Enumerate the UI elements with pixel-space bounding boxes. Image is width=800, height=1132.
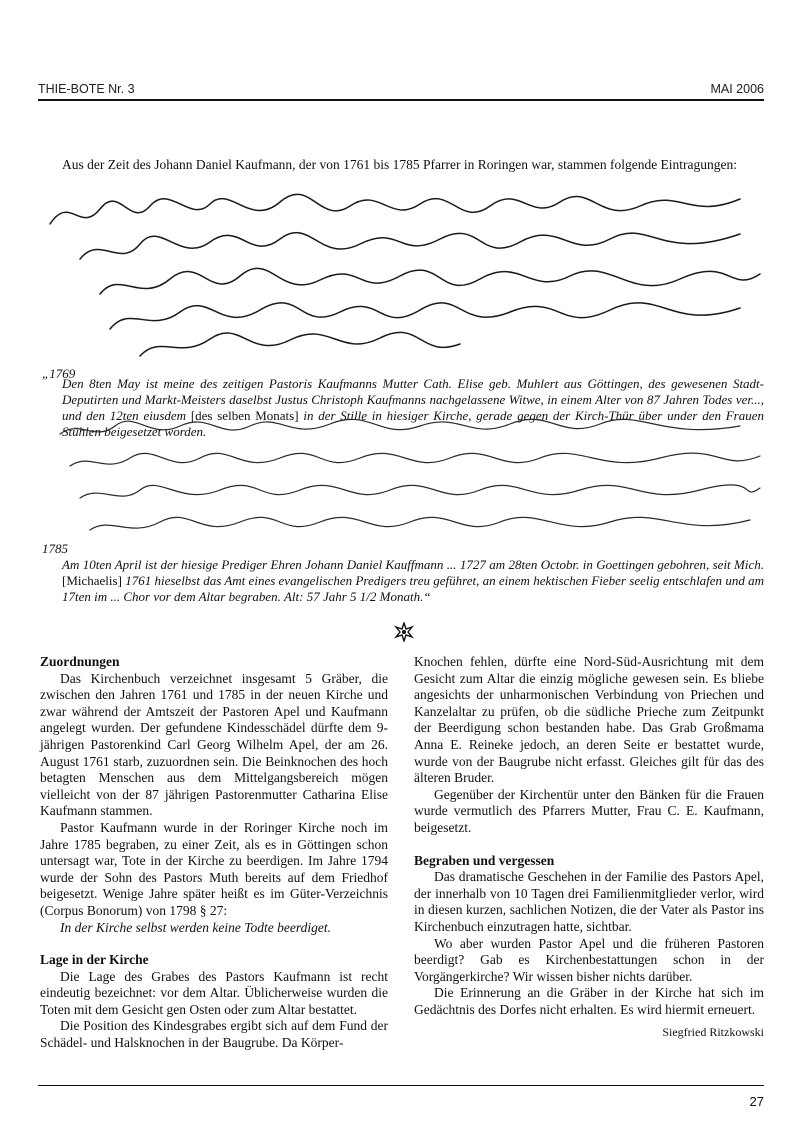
- article-column-right: [414, 654, 764, 1041]
- paragraph: Pastor Kaufmann wurde in der Roringer Kirche noch im Jahre 1785 begraben, zu einer Zeit, als es in Göttingen schon untersagt war, Tote in der Kirche zu beerdigen. Im Jahre 1794 wurde der Sohn des Pastors Muth bereits auf dem Friedhof beigesetzt. Wenige Jahre später heißt es im Güter-Verzeichnis (Corpus Bonorum) von 1798 § 27:: [40, 819, 388, 918]
- transcription-1785-editor-note: [Michaelis]: [62, 573, 122, 588]
- issue-date: MAI 2006: [710, 82, 764, 96]
- entry-year-1769: „1769: [42, 366, 76, 381]
- section-divider-star-icon: [394, 622, 414, 642]
- transcription-1769-part-a: Den 8ten May ist meine des zeitigen Pastoris Kaufmanns Mutter Cath. Elise geb. Muhlert aus Göttingen, des gewesenen Stadt-Deputirten und Markt-Meisters daselbst Justus Christoph Kaufmanns nachgelassene Witwe, in einem Alter von 87 Jahren Todes ver..., und den 12ten eiusdem: [62, 376, 764, 423]
- paragraph: Knochen fehlen, dürfte eine Nord-Süd-Ausrichtung mit dem Gesicht zum Altar die einzig mögliche gewesen sein. Es bliebe angesichts der unharmonischen Verbindung von Priechen und Kanzelaltar zu prüfen, ob die südliche Prieche zum Zeitpunkt der Beerdigung schon bestanden habe. Das Grab Großmama Anna E. Reineke jedoch, an deren Seite er bestattet wurde, wurde von der Baugrube nicht erfasst. Gleiches gilt für das des älteren Bruder.: [414, 654, 764, 786]
- handwritten-entry-1785-image: [40, 414, 770, 544]
- intro-paragraph: Aus der Zeit des Johann Daniel Kaufmann, der von 1761 bis 1785 Pfarrer in Roringen war, stammen folgende Eintragungen:: [62, 157, 738, 172]
- paragraph: Die Erinnerung an die Gräber in der Kirche hat sich im Gedächtnis des Dorfes nicht erhalten. Es wird hiermit erneuert.: [414, 985, 764, 1017]
- transcription-1785-part-b: 1761 hieselbst das Amt eines evangelischen Predigers treu geführet, an einem hektischen Fieber seelig entschlafen und am 17ten im ... Chor vor dem Altar begraben. Alt: 57 Jahr 5 1/2 Monath.“: [62, 573, 764, 604]
- page-number: 27: [749, 1094, 764, 1109]
- transcription-1769-part-b: in der Stille in hiesiger Kirche, gerade gegen der Kirch-Thür über under den Frauen Stühlen beigesetzet worden.: [62, 408, 764, 439]
- header-rule: [38, 99, 764, 101]
- quote-corpus-bonorum: In der Kirche selbst werden keine Todte beerdiget.: [60, 919, 331, 935]
- transcription-1769-editor-note: [des selben Monats]: [190, 408, 299, 423]
- paragraph: Das dramatische Geschehen in der Familie des Pastors Apel, der innerhalb von 10 Tagen drei Familienmitglieder verlor, wird in diesen kurzen, sachlichen Notizen, die der Vater als Pastor ins Kirchenbuch einzutragen hatte, sichtbar.: [414, 869, 764, 934]
- paragraph: Die Position des Kindesgrabes ergibt sich auf dem Fund der Schädel- und Halsknochen in der Baugrube. Da Körper-: [40, 1018, 388, 1051]
- article-column-left: [40, 654, 388, 1052]
- paragraph: Wo aber wurden Pastor Apel und die früheren Pastoren beerdigt? Gab es Kirchenbestattungen schon in der Vorgängerkirche? Wir wissen bisher nichts darüber.: [414, 935, 764, 984]
- transcription-1785: [62, 557, 764, 605]
- publication-title: THIE-BOTE Nr. 3: [38, 82, 135, 96]
- transcription-1785-part-a: Am 10ten April ist der hiesige Prediger Ehren Johann Daniel Kauffmann ... 1727 am 28ten Octobr. in Goettingen gebohren, seit Mich.: [62, 557, 764, 572]
- heading-zuordnungen: Zuordnungen: [40, 654, 120, 669]
- paragraph: Die Lage des Grabes des Pastors Kaufmann ist recht eindeutig bezeichnet: vor dem Altar. Üblicherweise wurden die Toten mit dem Gesicht gen Osten oder zum Altar bestattet.: [40, 968, 388, 1017]
- footer-rule: [38, 1085, 764, 1086]
- author-signature: Siegfried Ritzkowski: [662, 1025, 764, 1040]
- handwritten-entry-1769-image: [40, 184, 770, 360]
- paragraph: Gegenüber der Kirchentür unter den Bänken für die Frauen wurde vermutlich des Pfarrers Mutter, Frau C. E. Kaufmann, beigesetzt.: [414, 786, 764, 835]
- heading-begraben-und-vergessen: Begraben und vergessen: [414, 852, 555, 868]
- heading-lage-in-der-kirche: Lage in der Kirche: [40, 952, 149, 968]
- entry-year-1785: 1785: [42, 541, 68, 556]
- paragraph: Das Kirchenbuch verzeichnet insgesamt 5 Gräber, die zwischen den Jahren 1761 und 1785 in der neuen Kirche und zwar während der Amtszeit der Pastoren Apel und Kaufmann angelegt wurden. Der gefundene Kindesschädel dürfte dem 9-jährigen Pastorenkind Carl Georg Wilhelm Apel, der am 26. August 1761 starb, zuzuordnen sein. Die Beinknochen des hoch betagten Menschen aus dem Mittelgangsbereich mögen vielleicht von der 87 jährigen Pastorenmutter Catharina Elise Kaufmann stammen.: [40, 670, 388, 819]
